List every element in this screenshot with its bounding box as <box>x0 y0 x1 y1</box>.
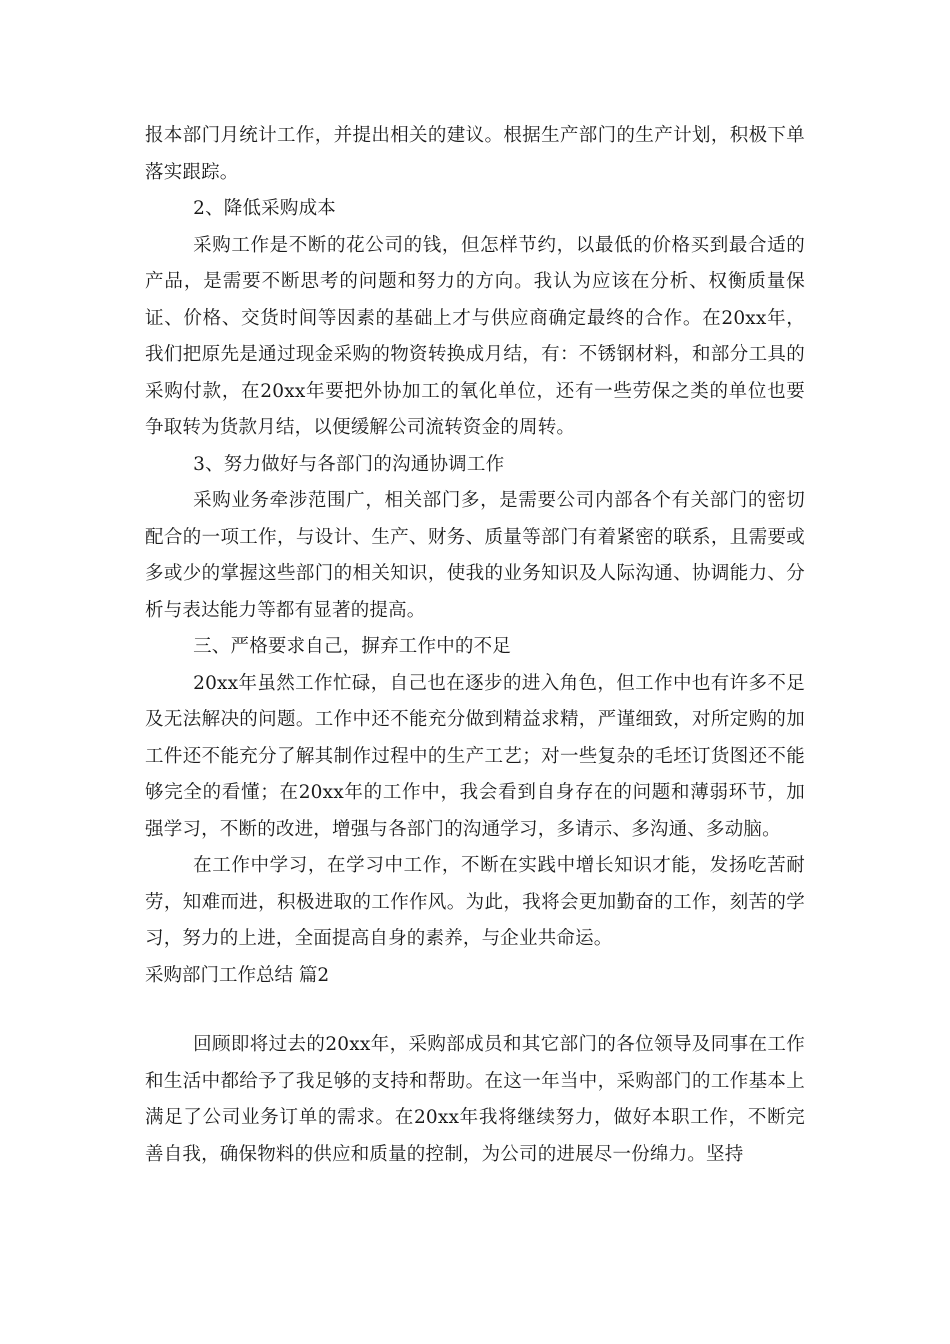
paragraph: 20xx年虽然工作忙碌，自己也在逐步的进入角色，但工作中也有许多不足及无法解决的问题。工作中还不能充分做到精益求精，严谨细致，对所定购的加工件还不能充分了解其制作过程中的生产工艺；对一些复杂的毛坯订货图还不能够完全的看懂；在20xx年的工作中，我会看到自身存在的问题和薄弱环节，加强学习，不断的改进，增强与各部门的沟通学习，多请示、多沟通、多动脑。 <box>145 672 805 840</box>
subheading-reduce-cost: 2、降低采购成本 <box>193 198 336 219</box>
paragraph: 采购业务牵涉范围广，相关部门多，是需要公司内部各个有关部门的密切配合的一项工作，与设计、生产、财务、质量等部门有着紧密的联系，且需要或多或少的掌握这些部门的相关知识，使我的业务知识及人际沟通、协调能力、分析与表达能力等都有显著的提高。 <box>145 490 805 621</box>
paragraph: 采购工作是不断的花公司的钱，但怎样节约，以最低的价格买到最合适的产品，是需要不断思考的问题和努力的方向。我认为应该在分析、权衡质量保证、价格、交货时间等因素的基础上才与供应商确定最终的合作。在20xx年，我们把原先是通过现金采购的物资转换成月结，有：不锈钢材料，和部分工具的采购付款，在20xx年要把外协加工的氧化单位，还有一些劳保之类的单位也要争取转为货款月结，以便缓解公司流转资金的周转。 <box>145 234 805 438</box>
paragraph: 回顾即将过去的20xx年，采购部成员和其它部门的各位领导及同事在工作和生活中都给予了我足够的支持和帮助。在这一年当中，采购部门的工作基本上满足了公司业务订单的需求。在20xx年我将继续努力，做好本职工作，不断完善自我，确保物料的供应和质量的控制，为公司的进展尽一份绵力。坚持 <box>145 1034 805 1165</box>
paragraph: 在工作中学习，在学习中工作，不断在实践中增长知识才能，发扬吃苦耐劳，知难而进，积极进取的工作作风。为此，我将会更加勤奋的工作，刻苦的学习，努力的上进，全面提高自身的素养，与企业共命运。 <box>145 855 805 949</box>
paragraph: 报本部门月统计工作，并提出相关的建议。根据生产部门的生产计划，积极下单落实跟踪。 <box>145 125 805 183</box>
document-body <box>145 118 805 1173</box>
subheading-strict-requirements: 三、严格要求自己，摒弃工作中的不足 <box>193 636 511 657</box>
blank-line <box>145 994 805 1027</box>
section-heading: 采购部门工作总结 篇2 <box>145 964 330 986</box>
subheading-communication: 3、努力做好与各部门的沟通协调工作 <box>193 453 505 475</box>
